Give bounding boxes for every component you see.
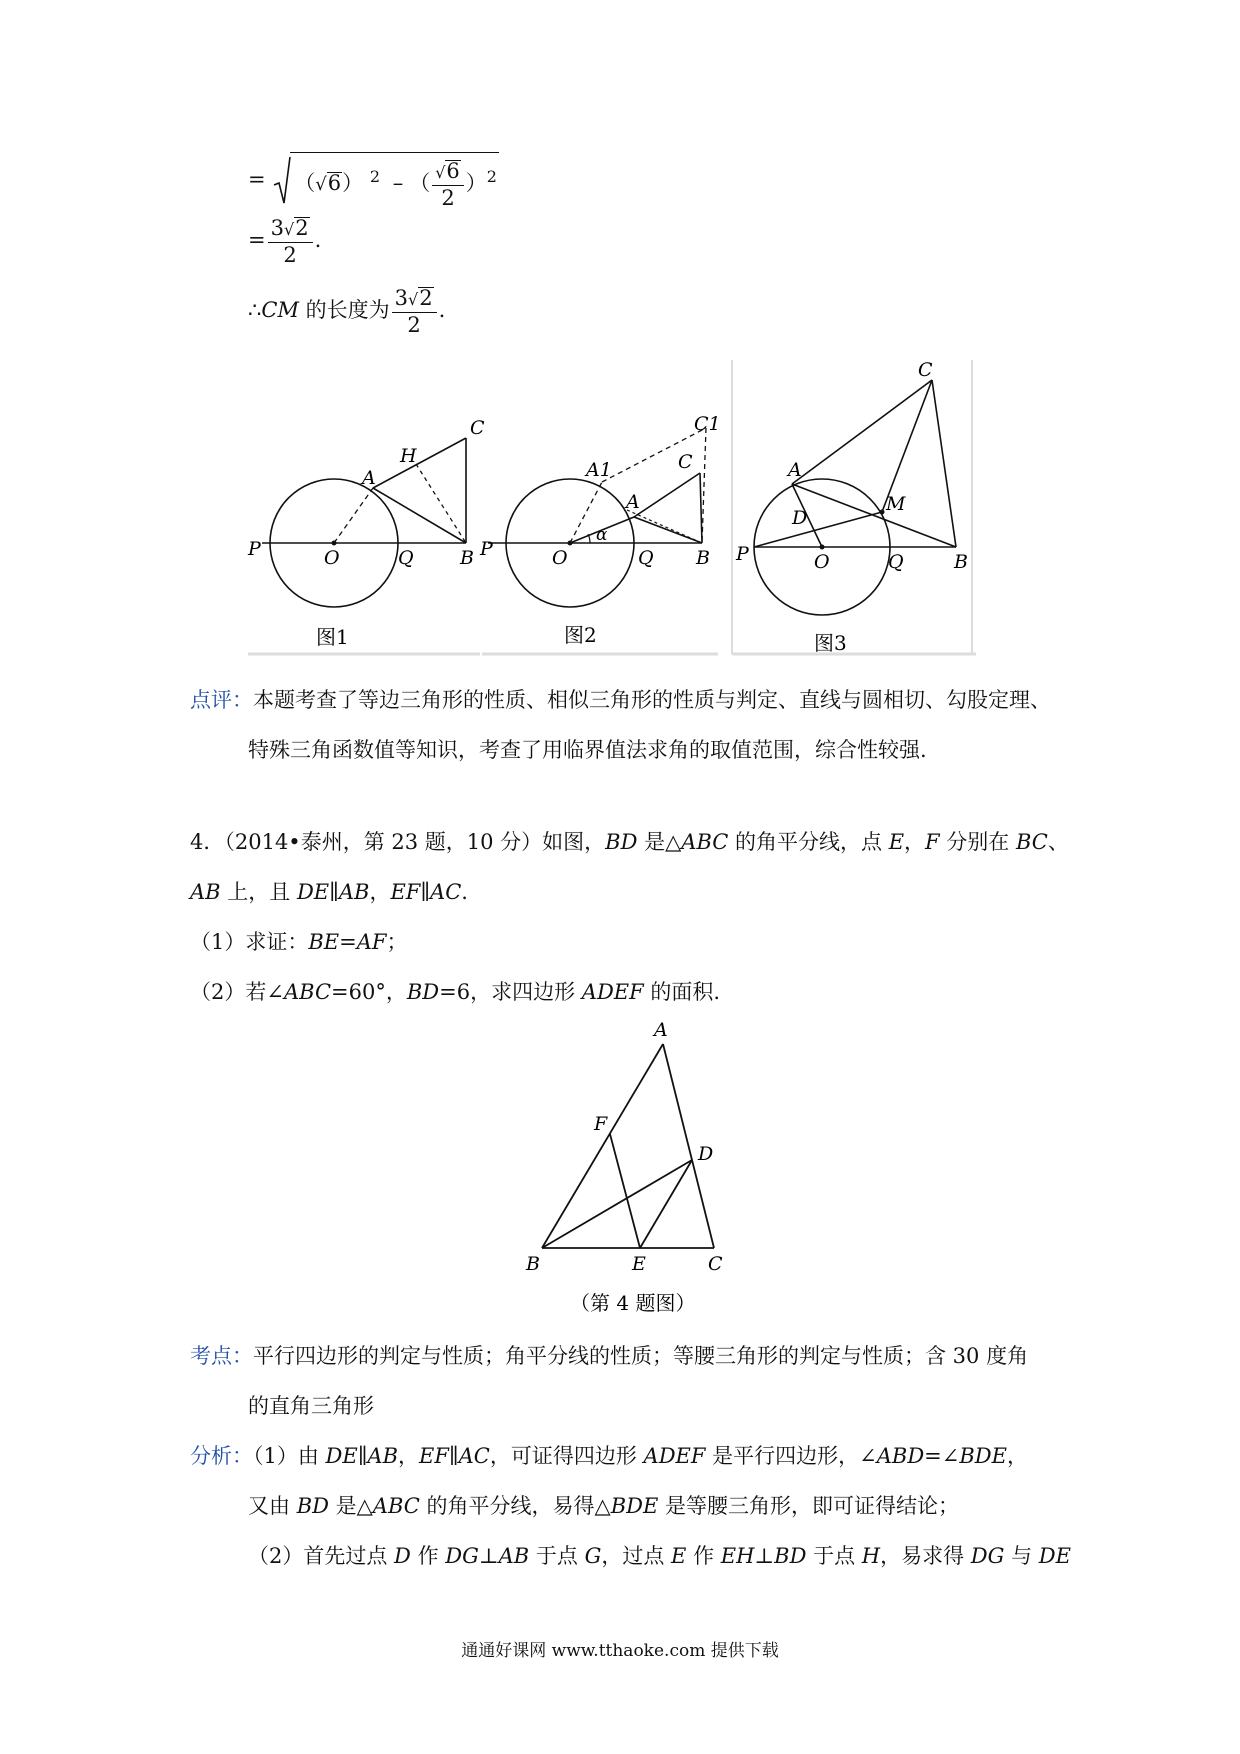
var: BDE: [610, 1494, 659, 1518]
equals-sign: =: [248, 167, 266, 192]
label-o: O: [324, 547, 340, 569]
comment-text-1: 本题考查了等边三角形的性质、相似三角形的性质与判定、直线与圆相切、勾股定理、: [253, 688, 1051, 712]
text: 的角平分线，点: [728, 830, 889, 854]
var: EF∥AC: [390, 880, 462, 904]
label-p: P: [480, 538, 493, 560]
var: E: [888, 830, 905, 854]
radicand: 6: [327, 171, 342, 195]
text: 又由: [248, 1494, 297, 1518]
text: =∠: [924, 1444, 960, 1468]
var: D: [394, 1544, 411, 1568]
radicand: 2: [419, 286, 433, 310]
var: ABD: [876, 1444, 925, 1468]
var: BD: [605, 830, 638, 854]
label-a: A: [788, 459, 802, 481]
var: BC: [1015, 830, 1048, 854]
text: 是△: [637, 830, 682, 854]
var: EH⊥BD: [720, 1544, 807, 1568]
text: .: [461, 880, 468, 904]
text: 分别在: [939, 830, 1016, 854]
var: ADEF: [581, 980, 644, 1004]
figure-2: [480, 400, 721, 660]
denominator: 2: [441, 186, 455, 210]
kaodian-text-2: 的直角三角形: [248, 1394, 374, 1418]
text: （2）首先过点: [248, 1544, 395, 1568]
label-q: Q: [638, 547, 654, 569]
equation-line-1: = （√6） $^2$ – （ $\frac{√6}{2}$ ）$^2$: [248, 152, 499, 210]
label-d: D: [792, 507, 808, 529]
fenxi-line-2: [248, 1492, 959, 1520]
text: 是△: [328, 1494, 373, 1518]
problem-part-2: [190, 978, 720, 1006]
var: DE∥AB: [325, 1444, 399, 1468]
equation-line-3: [248, 286, 445, 337]
period: .: [314, 228, 322, 252]
text: 4．（2014•泰州，第 23 题，10 分）如图，: [190, 830, 606, 854]
equation-line-2: [248, 216, 321, 267]
text: （2）若∠: [190, 980, 284, 1004]
label-a: A: [654, 1019, 668, 1041]
label-c1: C1: [694, 413, 721, 435]
problem-line-1: [190, 828, 1069, 856]
var: F: [925, 830, 940, 854]
var: DG⊥AB: [445, 1544, 530, 1568]
fenxi-label: 分析：: [190, 1444, 253, 1468]
var: H: [861, 1544, 881, 1568]
footer-text: 通通好课网 www.tthaoke.com 提供下载: [461, 1641, 779, 1661]
label-b: B: [526, 1253, 540, 1275]
text: 是等腰三角形，即可证得结论；: [658, 1494, 959, 1518]
kaodian-label: 考点：: [190, 1344, 253, 1368]
var: AB: [190, 880, 221, 904]
kaodian-text-1: 平行四边形的判定与性质；角平分线的性质；等腰三角形的判定与性质；含 30 度角: [253, 1344, 1029, 1368]
figure-3: [732, 360, 976, 660]
caption-fig3: 图3: [814, 631, 847, 655]
therefore-sign: ∴: [248, 298, 262, 322]
label-alpha: α: [596, 525, 608, 545]
coefficient: 3: [270, 216, 284, 240]
sqrt-sign: [274, 155, 290, 207]
text: ，: [1006, 1444, 1028, 1468]
text: 是平行四边形，∠: [705, 1444, 877, 1468]
label-c: C: [678, 451, 693, 473]
text: ，可证得四边形: [489, 1444, 644, 1468]
text: 上，且: [220, 880, 297, 904]
label-q: Q: [888, 551, 904, 573]
var: EF∥AC: [419, 1444, 490, 1468]
var: DE: [1038, 1544, 1071, 1568]
label-o: O: [814, 551, 830, 573]
equation-text: 的长度为: [298, 298, 390, 322]
comment-text-2: 特殊三角函数值等知识，考查了用临界值法求角的取值范围，综合性较强.: [248, 738, 927, 762]
text: ，: [398, 1444, 420, 1468]
label-p: P: [736, 543, 749, 565]
problem-line-2: [190, 878, 468, 906]
fenxi-line-1: [190, 1442, 1028, 1470]
label-a1: A1: [586, 459, 612, 481]
text: ，易求得: [880, 1544, 971, 1568]
exponent: 2: [486, 167, 497, 186]
equals-sign: =: [248, 228, 266, 252]
kaodian-line-1: [190, 1342, 1028, 1370]
text: （1）求证：: [190, 930, 309, 954]
text: 于点: [529, 1544, 585, 1568]
label-b: B: [460, 547, 474, 569]
variable-cm: CM: [261, 298, 299, 322]
label-b: B: [954, 551, 968, 573]
label-f: F: [594, 1113, 608, 1135]
period: .: [438, 298, 446, 322]
fraction: $\frac{3√2}{2}$: [268, 216, 313, 267]
label-o: O: [552, 547, 568, 569]
text: 作: [686, 1544, 721, 1568]
text: ；: [386, 930, 408, 954]
paren-close: ）: [342, 171, 364, 195]
figure-4-caption: （第 4 题图）: [570, 1291, 696, 1315]
var: E: [671, 1544, 687, 1568]
text: （1）由: [253, 1444, 326, 1468]
fraction: $\frac{√6}{2}$: [432, 159, 464, 210]
paren-open: （: [294, 171, 316, 195]
var: BD: [296, 1494, 329, 1518]
minus-sign: –: [392, 171, 404, 195]
label-b: B: [696, 547, 710, 569]
fraction: $\frac{3√2}{2}$: [392, 286, 437, 337]
coefficient: 3: [394, 286, 409, 310]
problem-part-1: [190, 928, 407, 956]
comment-line-2: [248, 736, 927, 764]
figure-4-triangle: [520, 1020, 740, 1320]
caption-fig1: 图1: [316, 625, 349, 649]
label-c: C: [708, 1253, 723, 1275]
var: BDE: [959, 1444, 1007, 1468]
text: 作: [410, 1544, 446, 1568]
var: DG: [970, 1544, 1005, 1568]
comment-label: 点评：: [190, 688, 253, 712]
label-p: P: [248, 538, 261, 560]
var: ABC: [681, 830, 729, 854]
label-a: A: [626, 491, 640, 513]
var: ABC: [372, 1494, 420, 1518]
comment-line-1: [190, 686, 1051, 714]
denominator: 2: [407, 313, 421, 337]
text: =6，求四边形: [439, 980, 582, 1004]
text: 、: [1047, 830, 1069, 854]
kaodian-line-2: [248, 1392, 374, 1420]
label-h: H: [400, 445, 417, 467]
text: ，: [904, 830, 926, 854]
var: BE=AF: [308, 930, 387, 954]
text: ，过点: [601, 1544, 672, 1568]
figure-1: [248, 400, 485, 660]
label-d: D: [698, 1143, 714, 1165]
radicand: 6: [446, 159, 460, 183]
label-q: Q: [398, 547, 414, 569]
page-footer: [0, 1636, 1240, 1661]
radicand: 2: [295, 216, 309, 240]
var: BD: [406, 980, 440, 1004]
label-c: C: [918, 359, 933, 381]
text: =60°，: [331, 980, 407, 1004]
label-m: M: [886, 493, 906, 515]
text: 的角平分线，易得△: [419, 1494, 611, 1518]
label-e: E: [632, 1253, 646, 1275]
caption-fig2: 图2: [564, 623, 597, 647]
text: 与: [1004, 1544, 1039, 1568]
text: 于点: [806, 1544, 862, 1568]
denominator: 2: [283, 243, 297, 267]
fenxi-line-3: [248, 1542, 1071, 1570]
label-c: C: [470, 417, 485, 439]
label-a: A: [362, 467, 376, 489]
text: ，: [369, 880, 391, 904]
var: DE∥AB: [296, 880, 370, 904]
text: 的面积.: [643, 980, 721, 1004]
var: G: [584, 1544, 602, 1568]
var: ABC: [283, 980, 332, 1004]
exponent: 2: [369, 167, 381, 186]
var: ADEF: [643, 1444, 706, 1468]
